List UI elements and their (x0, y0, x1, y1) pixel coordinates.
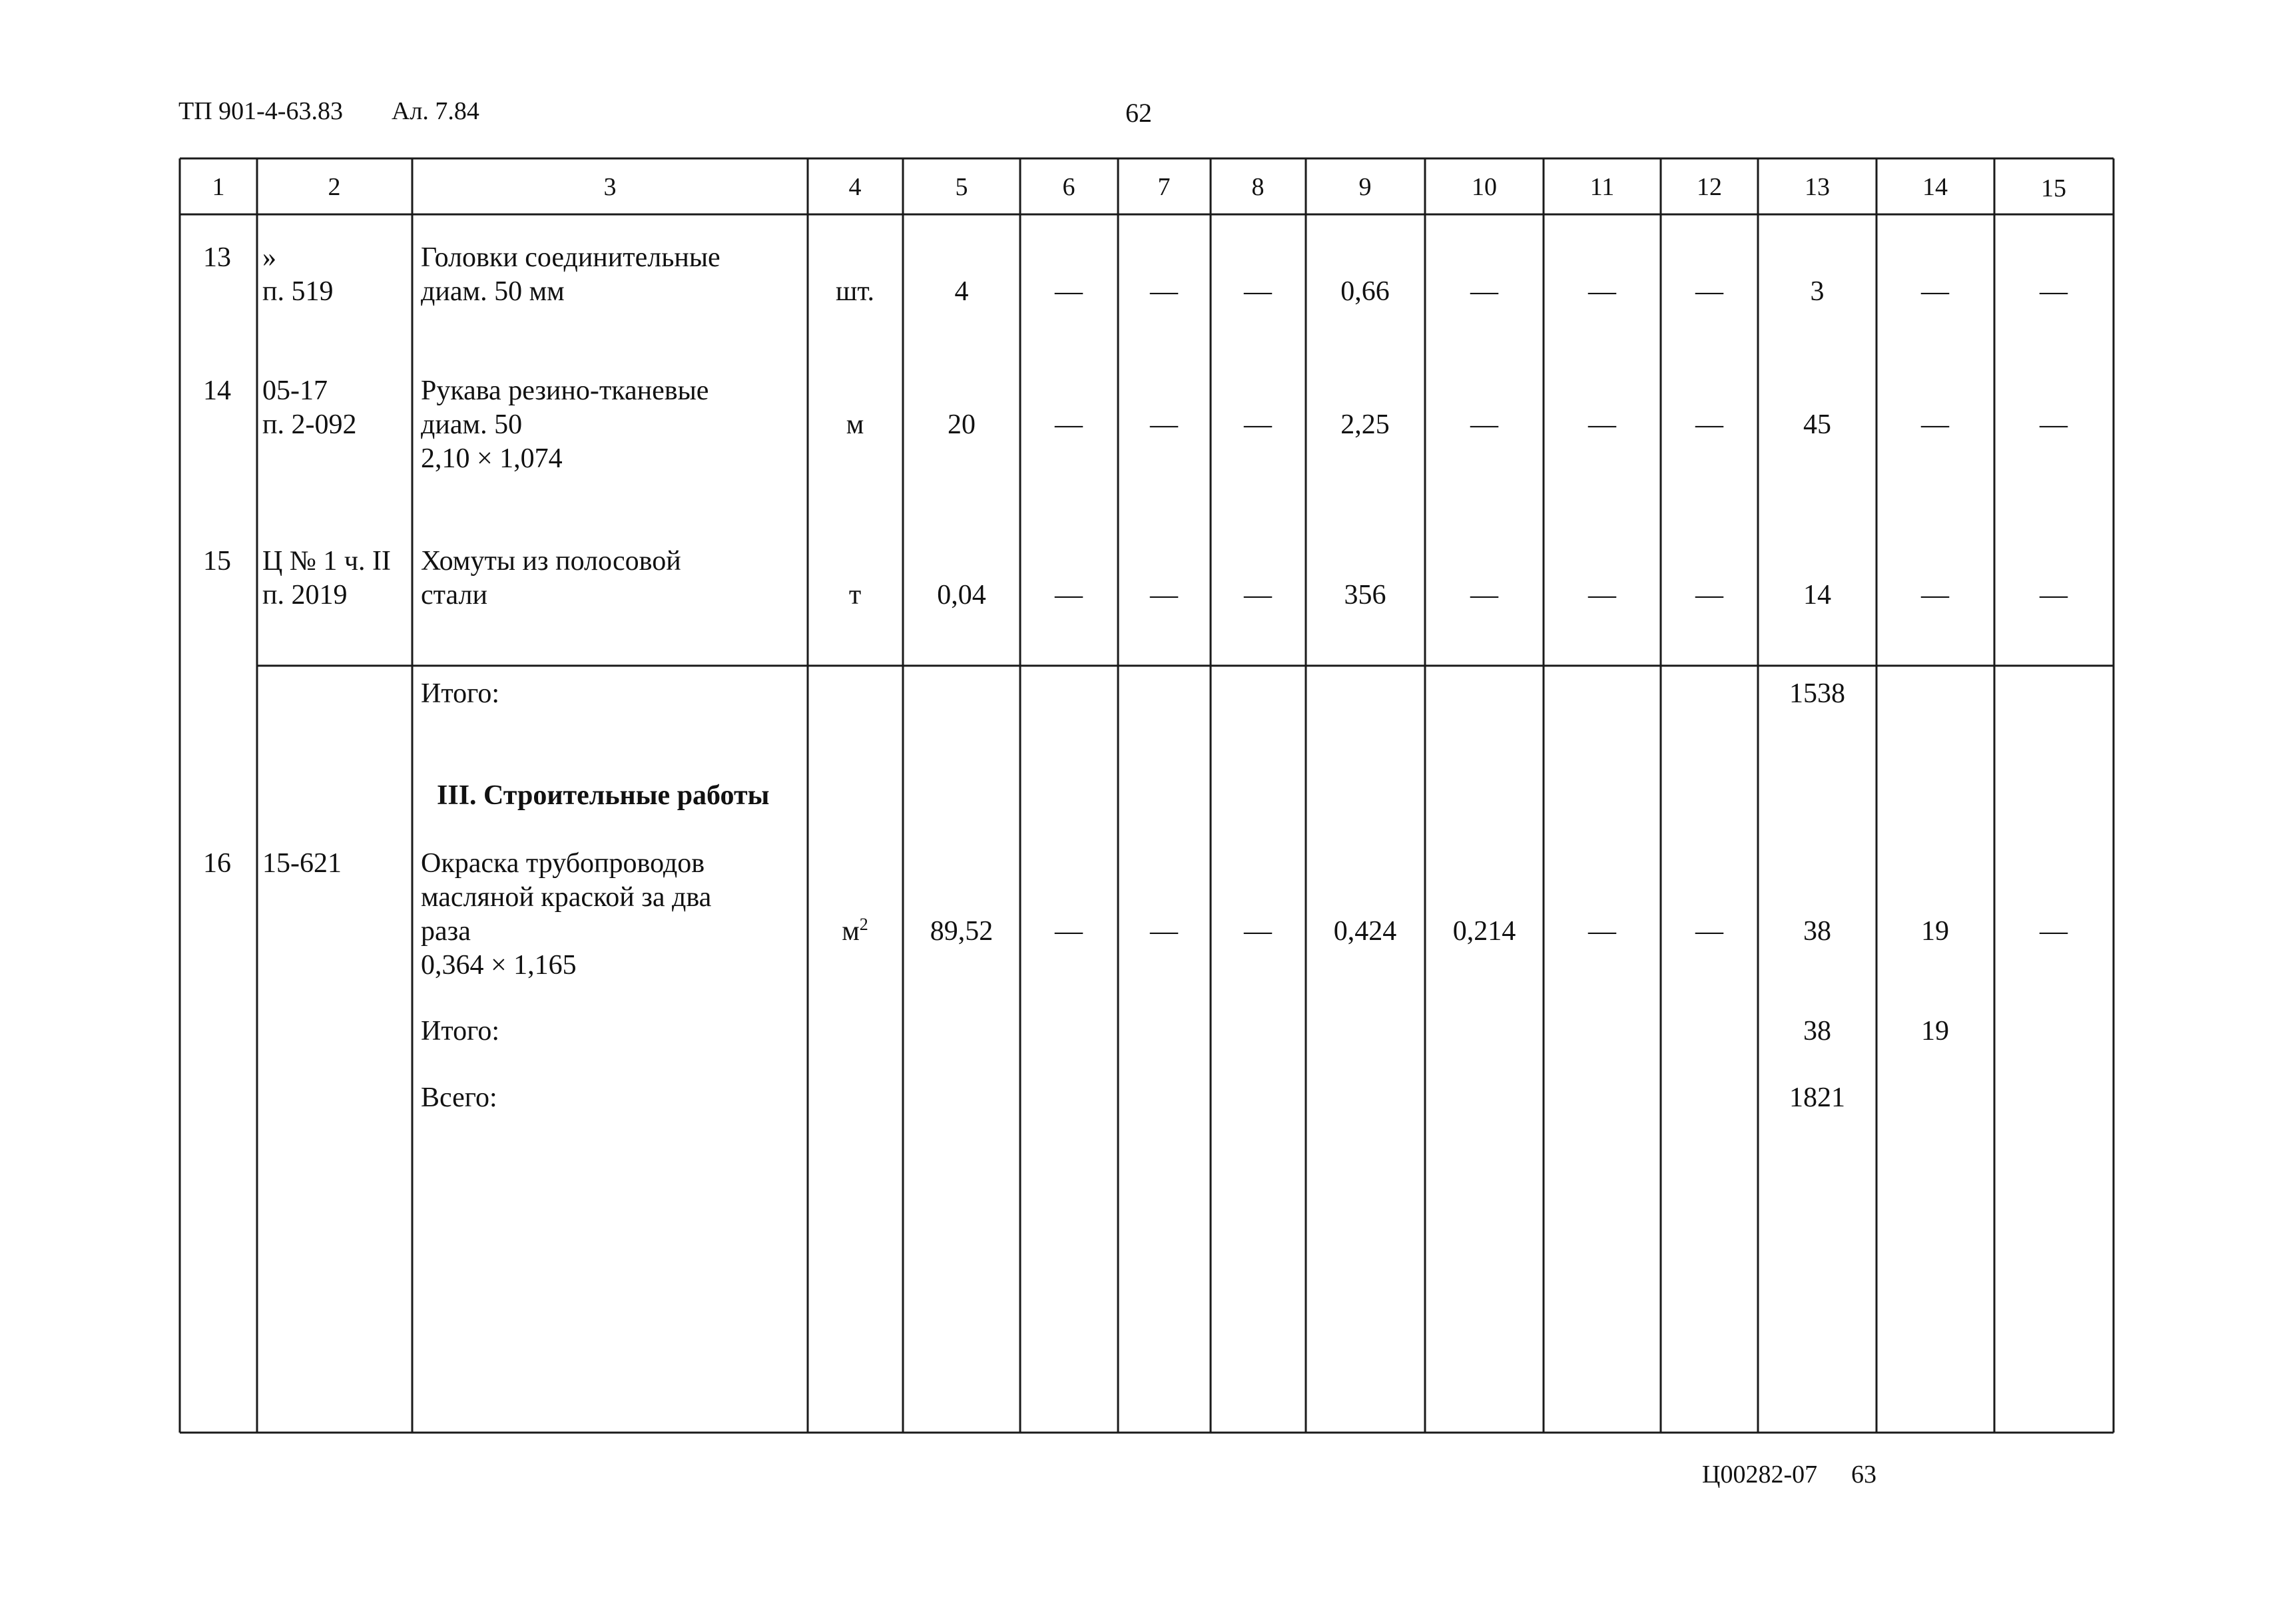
norm-code: 05-17 п. 2-092 (262, 375, 357, 440)
cell-col12: — (1695, 916, 1723, 947)
quantity: 4 (954, 276, 969, 307)
cell-col11: — (1588, 409, 1616, 440)
column-number: 10 (1472, 173, 1497, 201)
column-number: 13 (1805, 173, 1830, 201)
row-number: 14 (203, 375, 231, 406)
row-number: 16 (203, 848, 231, 879)
row-number: 13 (203, 242, 231, 273)
cell-col7: — (1150, 580, 1178, 610)
subtotal-col14: 19 (1921, 1016, 1949, 1046)
cell-col10: — (1470, 580, 1498, 610)
cell-col8: — (1244, 916, 1272, 947)
footer-code: Ц00282-07 (1702, 1461, 1818, 1489)
cell-col12: — (1695, 409, 1723, 440)
cell-col7: — (1150, 409, 1178, 440)
total-label: Всего: (421, 1082, 497, 1113)
cell-col8: — (1244, 409, 1272, 440)
cell-col15: — (2040, 276, 2068, 307)
footer-number: 63 (1851, 1461, 1876, 1489)
unit-exponent: 2 (859, 915, 868, 934)
subtotal-label: Итого: (421, 678, 499, 709)
cell-col10: — (1470, 409, 1498, 440)
column-number: 4 (848, 173, 862, 201)
cell-col11: — (1588, 276, 1616, 307)
cell-col9: 0,424 (1333, 916, 1397, 947)
column-number: 3 (603, 173, 617, 201)
cell-col9: 356 (1344, 580, 1386, 610)
unit-base: м (842, 916, 860, 947)
item-name: Рукава резино-тканевые диам. 50 2,10 × 1,074 (421, 375, 709, 474)
norm-code: Ц № 1 ч. II п. 2019 (262, 546, 391, 610)
cell-col15: — (2040, 409, 2068, 440)
cell-col10: 0,214 (1452, 916, 1516, 947)
subtotal-label: Итого: (421, 1016, 499, 1046)
cell-col13: 3 (1810, 276, 1825, 307)
cell-col15: — (2040, 580, 2068, 610)
cell-col13: 45 (1803, 409, 1831, 440)
cell-col9: 2,25 (1340, 409, 1390, 440)
cell-col6: — (1055, 580, 1083, 610)
norm-code: » п. 519 (262, 242, 334, 307)
cell-col8: — (1244, 580, 1272, 610)
unit: т (848, 580, 862, 610)
cell-col14: — (1921, 276, 1949, 307)
quantity: 89,52 (930, 916, 994, 947)
column-number: 7 (1157, 173, 1171, 201)
column-number: 14 (1922, 173, 1948, 201)
cell-col12: — (1695, 580, 1723, 610)
column-number: 11 (1589, 173, 1615, 201)
unit (842, 915, 868, 949)
cell-col6: — (1055, 276, 1083, 307)
page-number: 62 (1125, 98, 1152, 128)
document-code: ТП 901-4-63.83 (178, 97, 343, 125)
album-number: Ал. 7.84 (392, 97, 479, 125)
item-name: Окраска трубопроводов масляной краской за два раза 0,364 × 1,165 (421, 848, 712, 981)
column-number: 5 (955, 173, 968, 201)
quantity: 20 (948, 409, 976, 440)
cell-col10: — (1470, 276, 1498, 307)
norm-code: 15-621 (262, 848, 342, 879)
cell-col6: — (1055, 409, 1083, 440)
cell-col14: — (1921, 409, 1949, 440)
cell-col13: 14 (1803, 580, 1831, 610)
total-col13: 1821 (1789, 1082, 1845, 1113)
cell-col9: 0,66 (1340, 276, 1390, 307)
column-number: 9 (1358, 173, 1372, 201)
column-number: 2 (328, 173, 341, 201)
unit: шт. (835, 276, 875, 307)
cell-col13: 38 (1803, 916, 1831, 947)
cell-col12: — (1695, 276, 1723, 307)
subtotal-col13: 1538 (1789, 678, 1845, 709)
cell-col15: — (2040, 916, 2068, 947)
section-title: III. Строительные работы (437, 780, 770, 811)
cell-col6: — (1055, 916, 1083, 947)
column-number: 15 (2041, 174, 2066, 202)
column-number: 6 (1062, 173, 1075, 201)
cell-col7: — (1150, 916, 1178, 947)
item-name: Головки соединительные диам. 50 мм (421, 242, 720, 307)
cell-col14: 19 (1921, 916, 1949, 947)
cell-col14: — (1921, 580, 1949, 610)
cell-col11: — (1588, 580, 1616, 610)
row-number: 15 (203, 546, 231, 577)
column-number: 8 (1251, 173, 1265, 201)
column-number: 12 (1697, 173, 1722, 201)
cell-col7: — (1150, 276, 1178, 307)
cell-col8: — (1244, 276, 1272, 307)
column-number: 1 (212, 173, 225, 201)
unit: м (846, 409, 864, 440)
quantity: 0,04 (937, 580, 986, 610)
subtotal-col13: 38 (1803, 1016, 1831, 1046)
cell-col11: — (1588, 916, 1616, 947)
item-name: Хомуты из полосовой стали (421, 546, 681, 610)
